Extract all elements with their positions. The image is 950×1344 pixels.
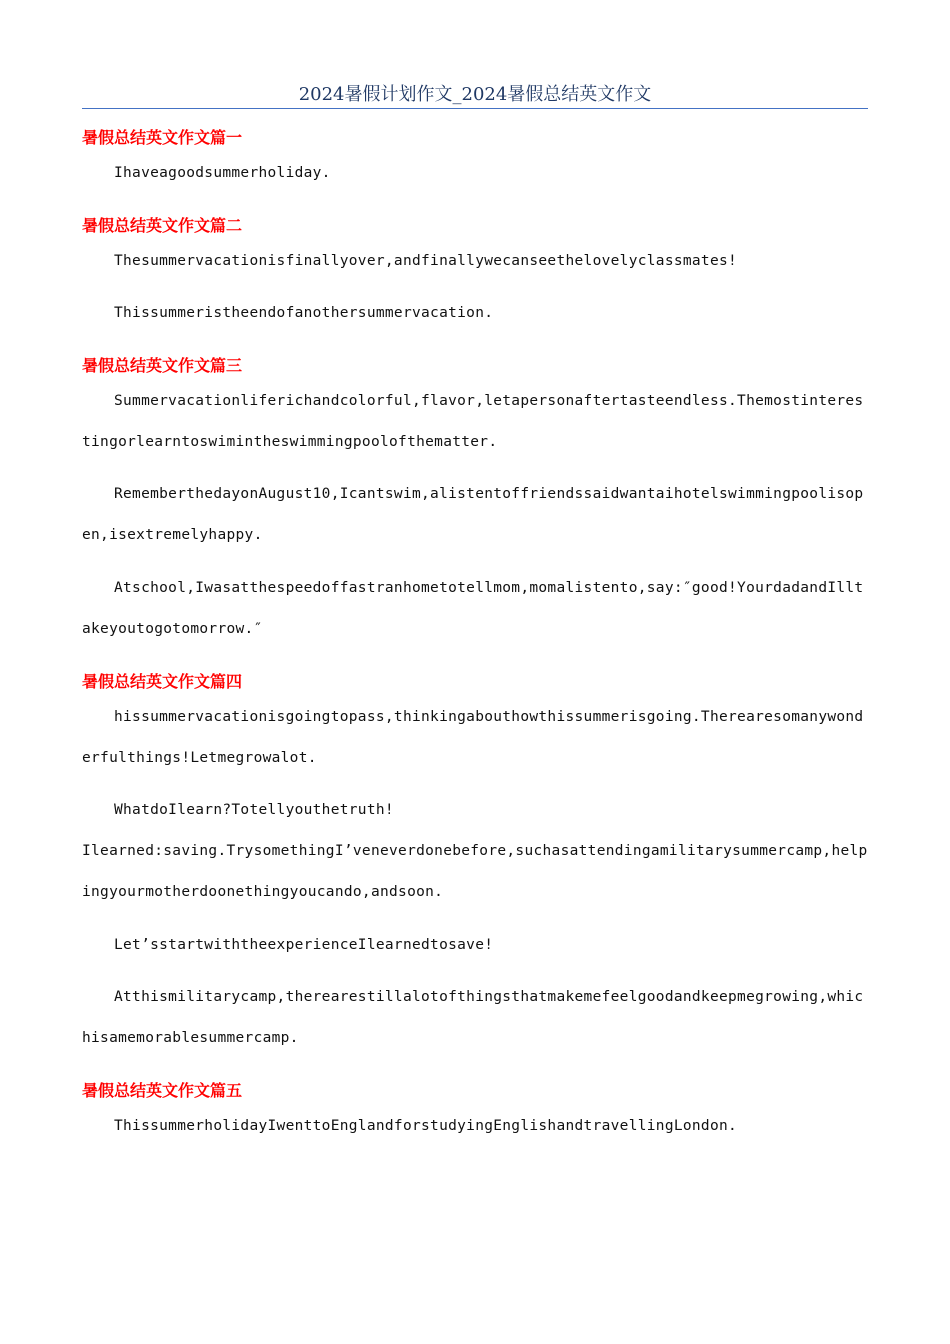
paragraph-2-1: Thesummervacationisfinallyover,andfinallywecanseethelovelyclassmates! — [114, 253, 738, 269]
paragraph-4-1: hissummervacationisgoingtopass,thinkingabouthowthissummerisgoing.Therearesomanywonderfulthings!Letmegrowalot. — [82, 709, 864, 766]
paragraph-4-5: Atthismilitarycamp,therearestillalotofthingsthatmakemefeelgoodandkeepmegrowing,whichisamemorablesummercamp. — [82, 989, 864, 1046]
section-heading-4: 暑假总结英文作文篇四 — [82, 672, 243, 691]
document-title: 2024暑假计划作文_2024暑假总结英文作文 — [298, 84, 652, 105]
paragraph-5-1: ThissummerholidayIwenttoEnglandforstudyingEnglishandtravellingLondon. — [114, 1118, 738, 1134]
section-heading-2: 暑假总结英文作文篇二 — [82, 216, 243, 235]
paragraph-3-3: Atschool,Iwasatthespeedoffastranhometotellmom,momalistento,say:″good!YourdadandIlltakeyoutogotomorrow.″ — [82, 580, 864, 637]
paragraph-4-2: WhatdoIlearn?Totellyouthetruth! — [114, 802, 394, 818]
section-heading-5: 暑假总结英文作文篇五 — [82, 1081, 243, 1100]
paragraph-3-1: Summervacationliferichandcolorful,flavor,letapersonaftertasteendless.Themostinterestingorlearntoswimintheswimmingpoolofthematter. — [82, 393, 864, 450]
paragraph-4-4: Let’sstartwiththeexperienceIlearnedtosave! — [114, 937, 494, 953]
paragraph-4-3: Ilearned:saving.TrysomethingI’veneverdonebefore,suchasattendingamilitarysummercamp,helpingyourmotherdoonethingyoucando,andsoon. — [82, 843, 868, 900]
paragraph-1-1: Ihaveagoodsummerholiday. — [114, 165, 331, 181]
paragraph-2-2: Thissummeristheendofanothersummervacation. — [114, 305, 494, 321]
paragraph-3-2: RememberthedayonAugust10,Icantswim,alistentoffriendssaidwantaihotelswimmingpoolisopen,isextremelyhappy. — [82, 486, 864, 543]
title-underline — [82, 108, 868, 109]
section-heading-1: 暑假总结英文作文篇一 — [82, 128, 243, 147]
section-heading-3: 暑假总结英文作文篇三 — [82, 356, 243, 375]
